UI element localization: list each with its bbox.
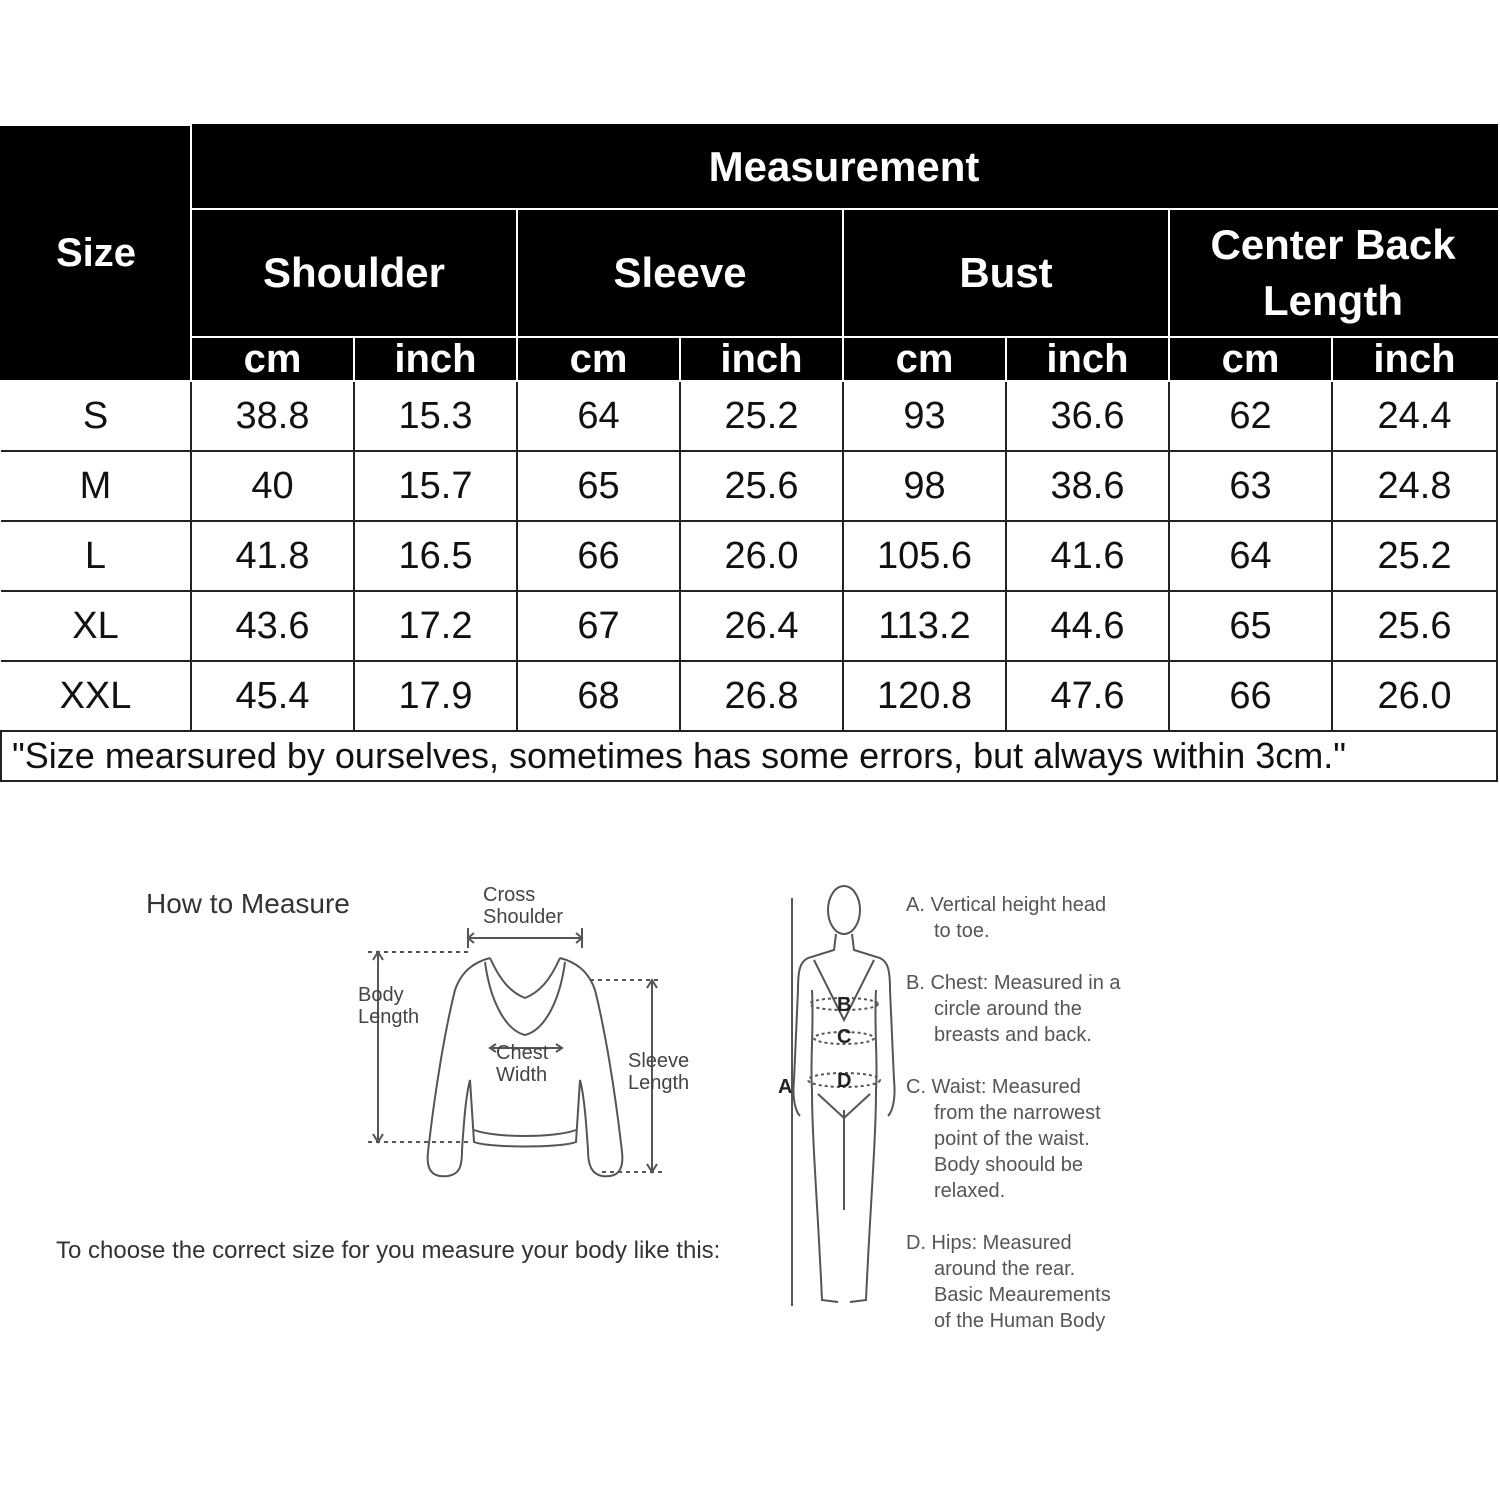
center-back-length-header (1169, 209, 1497, 337)
body-length-label: Body Length (358, 984, 420, 1028)
unit-header-cm: cm (517, 337, 680, 381)
definition-item (906, 1230, 1166, 1334)
definition-line: circle around the (934, 998, 1082, 1020)
definition-line: breasts and back. (934, 1024, 1092, 1046)
unit-header-cm: cm (843, 337, 1006, 381)
table-cell: 15.3 (354, 381, 517, 451)
measurement-header: Measurement (191, 125, 1497, 209)
size-column-header: Size (1, 125, 191, 381)
human-body-diagram (770, 880, 910, 1320)
table-cell: 17.2 (354, 591, 517, 661)
definition-line: A. Vertical height head (906, 894, 1107, 916)
center-back-line1: Center Back (1210, 221, 1456, 268)
cross-shoulder-label: Cross Shoulder (483, 884, 564, 928)
definition-line: D. Hips: Measured (906, 1232, 1072, 1254)
table-row (1, 381, 1497, 451)
center-back-line2: Length (1263, 277, 1403, 324)
marker-b: B (837, 994, 852, 1016)
definition-item (906, 892, 1166, 944)
table-cell: 62 (1169, 381, 1332, 451)
unit-header-inch: inch (680, 337, 843, 381)
marker-c: C (837, 1026, 852, 1048)
table-cell: 44.6 (1006, 591, 1169, 661)
how-to-measure-title: How to Measure (146, 888, 350, 919)
definition-line: around the rear. (934, 1258, 1076, 1280)
sweater-diagram (340, 880, 720, 1200)
table-cell: 66 (517, 521, 680, 591)
definition-line: point of the waist. (934, 1128, 1090, 1150)
table-cell: 24.8 (1332, 451, 1497, 521)
definition-line: from the narrowest (934, 1102, 1101, 1124)
table-cell: 66 (1169, 661, 1332, 731)
table-cell: 68 (517, 661, 680, 731)
table-row (1, 451, 1497, 521)
table-cell: 63 (1169, 451, 1332, 521)
definition-line: of the Human Body (934, 1310, 1106, 1332)
unit-header-inch: inch (1006, 337, 1169, 381)
unit-header-inch: inch (1332, 337, 1497, 381)
table-cell: 120.8 (843, 661, 1006, 731)
table-cell: 38.6 (1006, 451, 1169, 521)
table-cell: 43.6 (191, 591, 354, 661)
table-cell: 36.6 (1006, 381, 1169, 451)
table-cell: 25.2 (680, 381, 843, 451)
table-cell: 47.6 (1006, 661, 1169, 731)
table-row (1, 661, 1497, 731)
sleeve-header: Sleeve (517, 209, 843, 337)
table-cell: 41.8 (191, 521, 354, 591)
sleeve-length-label: Sleeve Length (628, 1050, 690, 1094)
table-cell: 26.0 (680, 521, 843, 591)
table-cell: 25.2 (1332, 521, 1497, 591)
table-cell: 40 (191, 451, 354, 521)
size-chart-table (0, 124, 1498, 782)
shoulder-header: Shoulder (191, 209, 517, 337)
table-cell: 65 (517, 451, 680, 521)
definition-line: Body shoould be (934, 1154, 1084, 1176)
table-row (1, 591, 1497, 661)
table-cell: 105.6 (843, 521, 1006, 591)
measurement-definitions (906, 892, 1166, 1360)
table-cell: 41.6 (1006, 521, 1169, 591)
table-row (1, 521, 1497, 591)
marker-a: A (778, 1076, 793, 1098)
table-cell: 25.6 (1332, 591, 1497, 661)
table-cell: 17.9 (354, 661, 517, 731)
table-cell: 67 (517, 591, 680, 661)
table-cell: 113.2 (843, 591, 1006, 661)
definition-line: Basic Meaurements (934, 1284, 1111, 1306)
definition-item (906, 970, 1166, 1048)
size-label-cell: XL (1, 591, 191, 661)
size-label-cell: XXL (1, 661, 191, 731)
table-cell: 38.8 (191, 381, 354, 451)
bust-header: Bust (843, 209, 1169, 337)
table-cell: 24.4 (1332, 381, 1497, 451)
size-label-cell: M (1, 451, 191, 521)
definition-line: C. Waist: Measured (906, 1076, 1081, 1098)
table-cell: 65 (1169, 591, 1332, 661)
choose-size-instruction: To choose the correct size for you measure your body like this: (56, 1237, 721, 1264)
table-cell: 64 (1169, 521, 1332, 591)
marker-d: D (837, 1070, 852, 1092)
table-cell: 93 (843, 381, 1006, 451)
table-cell: 98 (843, 451, 1006, 521)
chest-width-label: Chest Width (496, 1042, 549, 1086)
unit-header-inch: inch (354, 337, 517, 381)
definition-line: relaxed. (934, 1180, 1006, 1202)
definition-item (906, 1074, 1166, 1204)
size-label-cell: S (1, 381, 191, 451)
size-label-cell: L (1, 521, 191, 591)
size-note: "Size mearsured by ourselves, sometimes has some errors, but always within 3cm." (1, 731, 1497, 781)
table-cell: 45.4 (191, 661, 354, 731)
table-cell: 16.5 (354, 521, 517, 591)
unit-header-cm: cm (191, 337, 354, 381)
table-cell: 15.7 (354, 451, 517, 521)
table-cell: 26.8 (680, 661, 843, 731)
table-cell: 26.4 (680, 591, 843, 661)
table-cell: 26.0 (1332, 661, 1497, 731)
table-cell: 25.6 (680, 451, 843, 521)
definition-line: B. Chest: Measured in a (906, 972, 1121, 994)
unit-header-cm: cm (1169, 337, 1332, 381)
table-cell: 64 (517, 381, 680, 451)
definition-line: to toe. (934, 920, 990, 942)
